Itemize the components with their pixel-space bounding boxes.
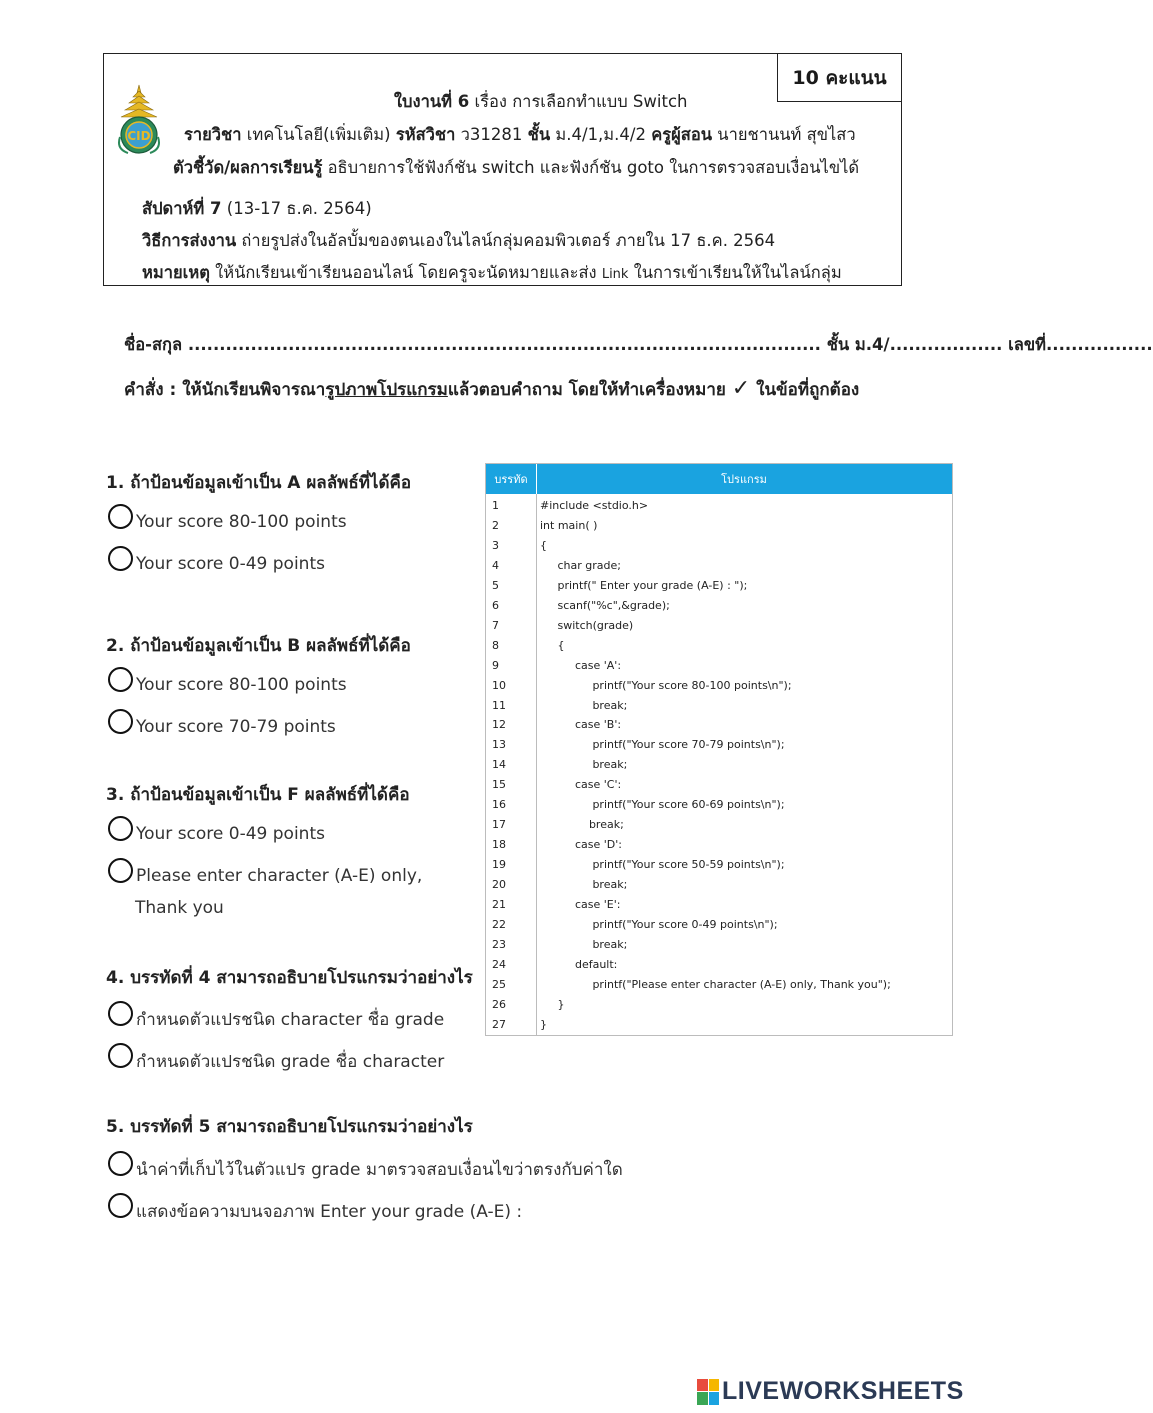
code-line: default:	[540, 957, 618, 971]
option-label: Please enter character (A-E) only,	[136, 866, 423, 886]
code-row	[486, 815, 952, 835]
indicator-line	[173, 155, 859, 181]
radio-circle-icon[interactable]	[108, 858, 133, 883]
worksheet-title	[394, 89, 687, 115]
code-line: }	[540, 997, 565, 1011]
submit-value: ถ่ายรูปส่งในอัลบั้มของตนเองในไลน์กลุ่มคอมพิวเตอร์ ภายใน 17 ธ.ค. 2564	[236, 231, 776, 250]
indicator-value: อธิบายการใช้ฟังก์ชัน switch และฟังก์ชัน goto ในการตรวจสอบเงื่อนไขได้	[322, 158, 860, 177]
option-label: กำหนดตัวแปรชนิด character ชื่อ grade	[136, 1010, 445, 1030]
code-line: printf("Please enter character (A-E) only, Thank you");	[540, 977, 891, 991]
code-line: #include <stdio.h>	[540, 499, 649, 512]
code-value: ว31281	[455, 125, 528, 144]
question-2-option-1[interactable]	[108, 663, 347, 695]
code-row	[486, 536, 952, 556]
code-table	[485, 463, 953, 1036]
code-row	[486, 556, 952, 576]
option-label: Your score 80-100 points	[136, 512, 347, 532]
code-row	[486, 676, 952, 696]
week-value: (13-17 ธ.ค. 2564)	[221, 199, 372, 218]
line-number: 3	[492, 538, 499, 552]
option-label: Your score 80-100 points	[136, 675, 347, 695]
question-2-title: 2. ถ้าป้อนข้อมูลเข้าเป็น B ผลลัพธ์ที่ได้คือ	[106, 636, 411, 656]
column-header-line: บรรทัด	[486, 464, 537, 494]
code-line: {	[540, 538, 547, 552]
question-4-option-2[interactable]	[108, 1036, 444, 1075]
code-row	[486, 955, 952, 975]
question-1-option-1[interactable]	[108, 500, 347, 532]
code-row	[486, 935, 952, 955]
code-line: printf(" Enter your grade (A-E) : ");	[540, 578, 748, 592]
note-label: หมายเหตุ	[142, 263, 210, 282]
code-line: {	[540, 638, 565, 652]
question-3-option-2[interactable]	[108, 854, 422, 886]
worksheet-number: ใบงานที่ 6	[394, 92, 470, 111]
code-line: case 'A':	[540, 658, 622, 672]
radio-circle-icon[interactable]	[108, 667, 133, 692]
score-box: 10 คะแนน	[777, 53, 902, 102]
instruction-line	[124, 376, 859, 403]
radio-circle-icon[interactable]	[108, 1001, 133, 1026]
note-line	[142, 260, 842, 286]
school-logo-icon	[114, 83, 164, 159]
code-row	[486, 995, 952, 1015]
code-row	[486, 775, 952, 795]
instruction-prefix: คำสั่ง : ให้นักเรียนพิจารณา	[124, 380, 326, 400]
code-row	[486, 835, 952, 855]
code-row	[486, 616, 952, 636]
subject-line	[184, 122, 856, 148]
line-number: 8	[492, 638, 499, 652]
radio-circle-icon[interactable]	[108, 546, 133, 571]
code-row	[486, 636, 952, 656]
line-number: 15	[492, 778, 506, 792]
code-row	[486, 1015, 952, 1035]
code-line: break;	[540, 698, 628, 712]
code-line: printf("Your score 80-100 points\n");	[540, 678, 792, 692]
question-3-option-1[interactable]	[108, 812, 325, 844]
code-line: switch(grade)	[540, 618, 634, 632]
option-label: Your score 0-49 points	[136, 824, 325, 844]
radio-circle-icon[interactable]	[108, 504, 133, 529]
code-label: รหัสวิชา	[395, 125, 456, 144]
code-row	[486, 875, 952, 895]
code-row	[486, 855, 952, 875]
line-number: 10	[492, 678, 506, 692]
code-row	[486, 975, 952, 995]
question-5-option-2[interactable]	[108, 1186, 522, 1225]
column-header-program: โปรแกรม	[721, 473, 767, 486]
teacher-value: นายชานนท์ สุขไสว	[712, 125, 856, 144]
worksheet-topic: เรื่อง การเลือกทำแบบ Switch	[469, 92, 688, 111]
line-number: 21	[492, 898, 506, 911]
code-table-header	[486, 464, 952, 494]
line-number: 18	[492, 838, 506, 852]
question-1-option-2[interactable]	[108, 542, 325, 574]
note-value: ให้นักเรียนเข้าเรียนออนไลน์ โดยครูจะนัดหมายและส่ง	[209, 263, 602, 282]
line-number: 5	[492, 578, 499, 592]
class-label: ชั้น	[527, 125, 551, 144]
option-label: นำค่าที่เก็บไว้ในตัวแปร grade มาตรวจสอบเงื่อนไขว่าตรงกับค่าใด	[136, 1160, 623, 1180]
code-row	[486, 735, 952, 755]
line-number: 11	[492, 698, 506, 712]
submit-line	[142, 228, 775, 254]
line-number: 9	[492, 658, 499, 672]
subject-label: รายวิชา	[184, 125, 242, 144]
code-row	[486, 795, 952, 815]
line-number: 4	[492, 558, 499, 572]
line-number: 22	[492, 917, 506, 931]
line-number: 1	[492, 499, 499, 512]
question-4-title: 4. บรรทัดที่ 4 สามารถอธิบายโปรแกรมว่าอย่างไร	[106, 968, 473, 988]
code-line: }	[540, 1017, 547, 1031]
checkmark-icon: ✓	[731, 376, 751, 401]
option-label: แสดงข้อความบนจอภาพ Enter your grade (A-E) :	[136, 1202, 523, 1222]
brand-name: LIVEWORKSHEETS	[722, 1377, 964, 1405]
instruction-suffix: ในข้อที่ถูกต้อง	[750, 380, 860, 400]
line-number: 23	[492, 937, 506, 951]
line-number: 2	[492, 518, 499, 532]
note-link-word: Link	[601, 267, 629, 282]
week-label: สัปดาห์ที่ 7	[142, 199, 222, 218]
code-line: printf("Your score 0-49 points\n");	[540, 917, 778, 931]
code-line: break;	[540, 937, 628, 951]
line-number: 12	[492, 718, 506, 732]
code-row	[486, 715, 952, 735]
code-line: break;	[540, 758, 628, 772]
code-row	[486, 656, 952, 676]
code-row	[486, 496, 952, 516]
radio-circle-icon[interactable]	[108, 709, 133, 734]
radio-circle-icon[interactable]	[108, 1193, 133, 1218]
code-row	[486, 895, 952, 915]
instruction-underlined: รูปภาพโปรแกรม	[325, 380, 448, 400]
option-label: Your score 0-49 points	[136, 554, 325, 574]
week-line	[142, 196, 372, 222]
code-line: break;	[540, 878, 628, 892]
line-number: 13	[492, 738, 506, 752]
line-number: 20	[492, 878, 506, 892]
code-line: printf("Your score 50-59 points\n");	[540, 858, 785, 872]
question-5-option-1[interactable]	[108, 1144, 623, 1183]
code-row	[486, 516, 952, 536]
submit-label: วิธีการส่งงาน	[142, 231, 237, 250]
question-4-option-1[interactable]	[108, 994, 444, 1033]
svg-text:CID: CID	[127, 129, 151, 143]
code-line: char grade;	[540, 558, 621, 572]
code-line: scanf("%c",&grade);	[540, 598, 670, 612]
option-label: Your score 70-79 points	[136, 717, 336, 737]
code-line: case 'E':	[540, 898, 621, 911]
code-row	[486, 915, 952, 935]
line-number: 27	[492, 1017, 506, 1031]
question-3-option-2-continuation: Thank you	[135, 898, 224, 918]
option-label: กำหนดตัวแปรชนิด grade ชื่อ character	[136, 1052, 445, 1072]
radio-circle-icon[interactable]	[108, 816, 133, 841]
line-number: 19	[492, 858, 506, 872]
line-number: 7	[492, 618, 499, 632]
question-5-title: 5. บรรทัดที่ 5 สามารถอธิบายโปรแกรมว่าอย่างไร	[106, 1117, 473, 1137]
teacher-label: ครูผู้สอน	[651, 125, 713, 144]
note-end: ในการเข้าเรียนให้ในไลน์กลุ่ม	[628, 263, 842, 282]
code-row	[486, 576, 952, 596]
line-number: 24	[492, 957, 506, 971]
code-line: printf("Your score 70-79 points\n");	[540, 738, 785, 752]
liveworksheets-brand	[697, 1377, 964, 1406]
question-2-option-2[interactable]	[108, 705, 336, 737]
line-number: 25	[492, 977, 506, 991]
indicator-label: ตัวชี้วัด/ผลการเรียนรู้	[173, 158, 323, 177]
code-row	[486, 596, 952, 616]
code-row	[486, 696, 952, 716]
code-line: case 'D':	[540, 838, 622, 852]
instruction-middle: แล้วตอบคำถาม โดยให้ทำเครื่องหมาย	[447, 380, 732, 400]
liveworksheets-logo-icon	[697, 1379, 719, 1405]
class-value: ม.4/1,ม.4/2	[550, 125, 652, 144]
line-number: 26	[492, 997, 506, 1011]
code-line: case 'C':	[540, 778, 622, 792]
question-1-title: 1. ถ้าป้อนข้อมูลเข้าเป็น A ผลลัพธ์ที่ได้คือ	[106, 473, 412, 493]
question-3-title: 3. ถ้าป้อนข้อมูลเข้าเป็น F ผลลัพธ์ที่ได้คือ	[106, 785, 410, 805]
line-number: 14	[492, 758, 506, 772]
radio-circle-icon[interactable]	[108, 1043, 133, 1068]
code-line: break;	[540, 818, 624, 832]
line-number: 6	[492, 598, 499, 612]
line-number: 16	[492, 798, 506, 812]
code-line: int main( )	[540, 518, 598, 532]
code-row	[486, 755, 952, 775]
code-line: case 'B':	[540, 718, 622, 732]
line-number: 17	[492, 818, 506, 832]
code-line: printf("Your score 60-69 points\n");	[540, 798, 785, 812]
student-info-line[interactable]: ชื่อ-สกุล ..................................................................................................... ชั้น ม.4/.................. เลขที่.................	[124, 335, 1153, 354]
subject-value: เทคโนโลยี(เพิ่มเติม)	[241, 125, 396, 144]
radio-circle-icon[interactable]	[108, 1151, 133, 1176]
